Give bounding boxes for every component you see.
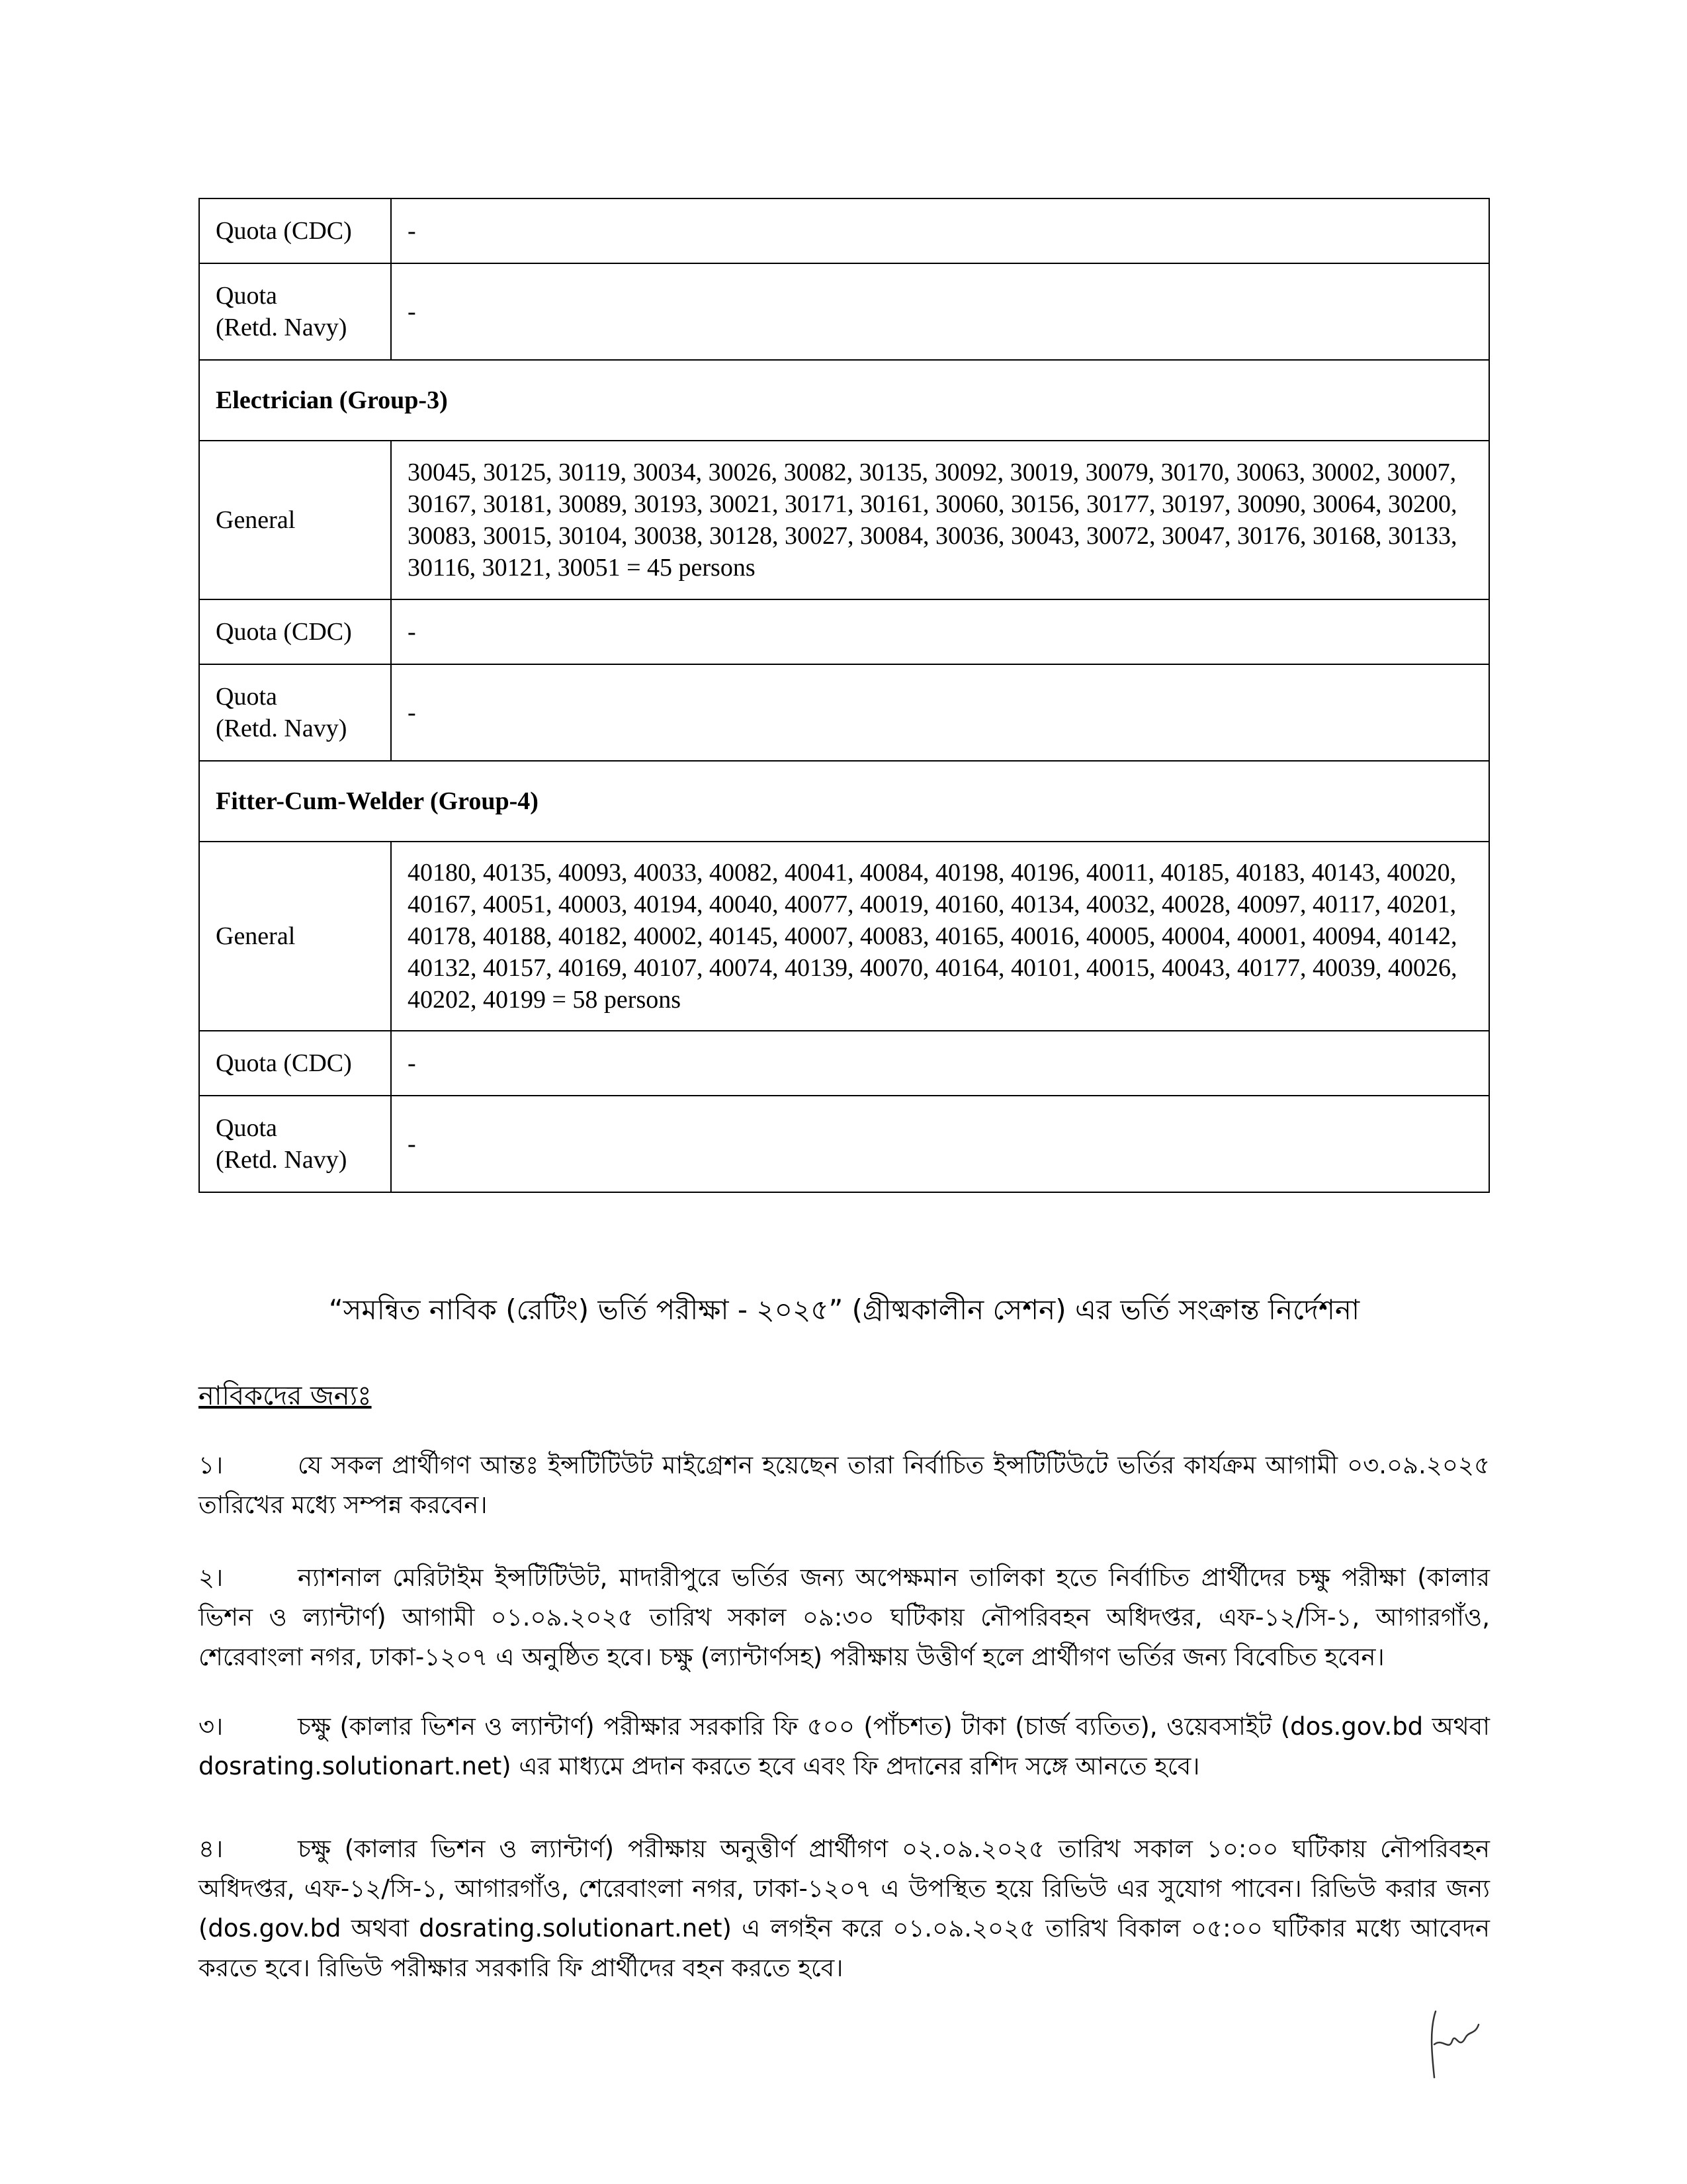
- handwritten-signature: [1422, 2005, 1489, 2084]
- group3-quota-cdc-value: -: [391, 599, 1489, 664]
- notice-subtitle: নাবিকদের জন্যঃ: [198, 1381, 372, 1411]
- group4-quota-navy-line2: (Retd. Navy): [216, 1146, 347, 1174]
- paragraph-text: যে সকল প্রার্থীগণ আন্তঃ ইন্সটিটিউট মাইগ্রেশন হয়েছেন তারা নির্বাচিত ইন্সটিটিউটে ভর্তির কার্যক্রম আগামী ০৩.০৯.২০২৫ তারিখের মধ্যে সম্পন্ন করবেন।: [198, 1451, 1490, 1519]
- group3-quota-navy-value: -: [391, 664, 1489, 761]
- group4-heading: Fitter-Cum-Welder (Group-4): [199, 761, 1489, 842]
- group3-general-label: General: [199, 441, 391, 599]
- group4-quota-navy-label: [199, 1096, 391, 1192]
- group3-quota-navy-line1: Quota: [216, 683, 277, 711]
- group-heading-row: [199, 360, 1489, 441]
- paragraph-1: [198, 1446, 1490, 1525]
- paragraph-2: [198, 1558, 1490, 1677]
- table-row: [199, 441, 1489, 599]
- group3-quota-navy-label: [199, 664, 391, 761]
- group4-quota-cdc-value: -: [391, 1031, 1489, 1096]
- paragraph-4: [198, 1829, 1490, 1988]
- table-row: [199, 263, 1489, 360]
- notice-title: “সমন্বিত নাবিক (রেটিং) ভর্তি পরীক্ষা - ২০২৫” (গ্রীষ্মকালীন সেশন) এর ভর্তি সংক্রান্ত নির্দেশনা: [328, 1293, 1360, 1326]
- table-row: [199, 664, 1489, 761]
- group4-quota-cdc-label: Quota (CDC): [199, 1031, 391, 1096]
- group4-general-label: General: [199, 842, 391, 1031]
- table-row: [199, 198, 1489, 263]
- quota-navy-label: [199, 263, 391, 360]
- table-row: [199, 1031, 1489, 1096]
- group3-quota-navy-line2: (Retd. Navy): [216, 715, 347, 742]
- table-row: [199, 599, 1489, 664]
- paragraph-number: ৪।: [198, 1835, 224, 1863]
- results-table: [198, 198, 1490, 1193]
- group4-quota-navy-line1: Quota: [216, 1114, 277, 1142]
- paragraph-number: ১।: [198, 1451, 224, 1479]
- group3-heading: Electrician (Group-3): [199, 360, 1489, 441]
- paragraph-text: ন্যাশনাল মেরিটাইম ইন্সটিটিউট, মাদারীপুরে ভর্তির জন্য অপেক্ষমান তালিকা হতে নির্বাচিত প্রার্থীদের চক্ষু পরীক্ষা (কালার ভিশন ও ল্যান্টার্ণ) আগামী ০১.০৯.২০২৫ তারিখ সকাল ০৯:৩০ ঘটিকায় নৌপরিবহন অধিদপ্তর, এফ-১২/সি-১, আগারগাঁও, শেরেবাংলা নগর, ঢাকা-১২০৭ এ অনুষ্ঠিত হবে। চক্ষু (ল্যান্টার্ণসহ) পরীক্ষায় উত্তীর্ণ হলে প্রার্থীগণ ভর্তির জন্য বিবেচিত হবেন।: [198, 1563, 1490, 1671]
- group3-quota-cdc-label: Quota (CDC): [199, 599, 391, 664]
- paragraph-number: ৩।: [198, 1712, 224, 1741]
- quota-cdc-value: -: [391, 198, 1489, 263]
- paragraph-text: চক্ষু (কালার ভিশন ও ল্যান্টার্ণ) পরীক্ষায় অনুত্তীর্ণ প্রার্থীগণ ০২.০৯.২০২৫ তারিখ সকাল ১০:০০ ঘটিকায় নৌপরিবহন অধিদপ্তর, এফ-১২/সি-১, আগারগাঁও, শেরেবাংলা নগর, ঢাকা-১২০৭ এ উপস্থিত হয়ে রিভিউ এর সুযোগ পাবেন। রিভিউ করার জন্য (dos.gov.bd অথবা dosrating.solutionart.net) এ লগইন করে ০১.০৯.২০২৫ তারিখ বিকাল ০৫:০০ ঘটিকার মধ্যে আবেদন করতে হবে। রিভিউ পরীক্ষার সরকারি ফি প্রার্থীদের বহন করতে হবে।: [198, 1835, 1490, 1982]
- quota-cdc-label: Quota (CDC): [199, 198, 391, 263]
- quota-navy-label-line2: (Retd. Navy): [216, 314, 347, 341]
- paragraph-text: চক্ষু (কালার ভিশন ও ল্যান্টার্ণ) পরীক্ষার সরকারি ফি ৫০০ (পাঁচশত) টাকা (চার্জ ব্যতিত), ওয়েবসাইট (dos.gov.bd অথবা dosrating.solutionart.net) এর মাধ্যমে প্রদান করতে হবে এবং ফি প্রদানের রশিদ সঙ্গে আনতে হবে।: [198, 1712, 1490, 1780]
- quota-navy-value: -: [391, 263, 1489, 360]
- group4-general-value: 40180, 40135, 40093, 40033, 40082, 40041, 40084, 40198, 40196, 40011, 40185, 40183, 40143, 40020, 40167, 40051, 40003, 40194, 40040, 40077, 40019, 40160, 40134, 40032, 40028, 40097, 40117, 40201, 40178, 40188, 40182, 40002, 40145, 40007, 40083, 40165, 40016, 40005, 40004, 40001, 40094, 40142, 40132, 40157, 40169, 40107, 40074, 40139, 40070, 40164, 40101, 40015, 40043, 40177, 40039, 40026, 40202, 40199 = 58 persons: [391, 842, 1489, 1031]
- table-row: [199, 1096, 1489, 1192]
- paragraph-3: [198, 1707, 1490, 1786]
- table-row: [199, 842, 1489, 1031]
- quota-navy-label-line1: Quota: [216, 282, 277, 310]
- paragraph-number: ২।: [198, 1563, 224, 1592]
- group3-general-value: 30045, 30125, 30119, 30034, 30026, 30082, 30135, 30092, 30019, 30079, 30170, 30063, 30002, 30007, 30167, 30181, 30089, 30193, 30021, 30171, 30161, 30060, 30156, 30177, 30197, 30090, 30064, 30200, 30083, 30015, 30104, 30038, 30128, 30027, 30084, 30036, 30043, 30072, 30047, 30176, 30168, 30133, 30116, 30121, 30051 = 45 persons: [391, 441, 1489, 599]
- group4-quota-navy-value: -: [391, 1096, 1489, 1192]
- group-heading-row: [199, 761, 1489, 842]
